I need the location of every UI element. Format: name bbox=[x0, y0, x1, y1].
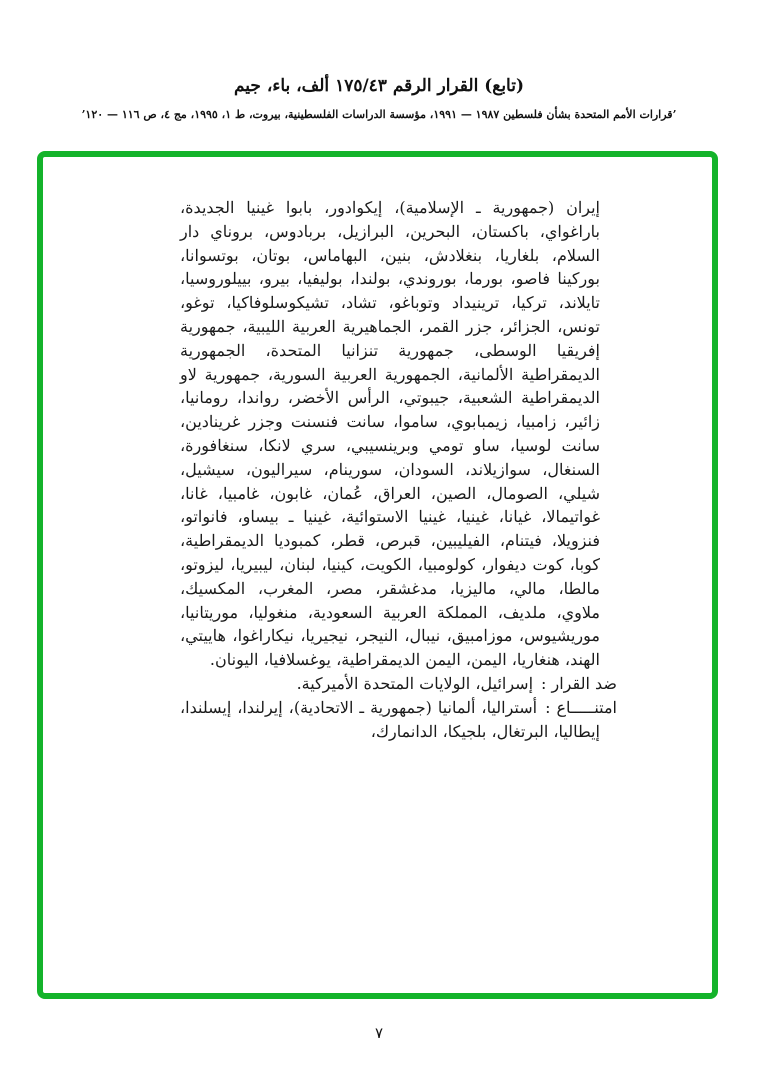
abstain-label: امتنـــــاع : bbox=[545, 697, 617, 717]
resolution-text-column bbox=[180, 196, 617, 743]
abstain-vote-block bbox=[180, 696, 617, 744]
in-favor-countries-paragraph: إيران (جمهورية ـ الإسلامية)، إيكوادور، بابوا غينيا الجديدة، باراغواي، باكستان، البحرين، البرازيل، بربادوس، بروناي دار السلام، بلغاريا، بنغلادش، بنين، البهاماس، بوتان، بوتسوانا، بوركينا فاصو، بورما، بوروندي، بولندا، بوليفيا، بيرو، بييلوروسيا، تايلاند، تركيا، ترينيداد وتوباغو، تشاد، تشيكوسلوفاكيا، توغو، تونس، الجزائر، جزر القمر، الجماهيرية العربية الليبية، جمهورية إفريقيا الوسطى، جمهورية تنزانيا المتحدة، الجمهورية الديمقراطية الألمانية، الجمهورية العربية السورية، جمهورية لاو الديمقراطية الشعبية، جيبوتي، الرأس الأخضر، رواندا، رومانيا، زائير، زامبيا، زيمبابوي، ساموا، سانت فنسنت وجزر غرينادين، سانت لوسيا، ساو تومي وبرينسيبي، سري لانكا، سنغافورة، السنغال، سوازيلاند، السودان، سورينام، سيراليون، سيشيل، شيلي، الصومال، الصين، العراق، عُمان، غابون، غامبيا، غانا، غواتيمالا، غيانا، غينيا، غينيا الاستوائية، غينيا ـ بيساو، فانواتو، فنزويلا، فيتنام، الفيليبين، قبرص، قطر، كمبوديا الديمقراطية، كوبا، كوت ديفوار، كولومبيا، الكويت، كينيا، لبنان، ليبيريا، ليزوتو، مالطا، مالي، ماليزيا، مدغشقر، مصر، المغرب، المكسيك، ملاوي، ملديف، المملكة العربية السعودية، منغوليا، موريتانيا، موريشيوس، موزامبيق، نيبال، النيجر، نيجيريا، نيكاراغوا، هاييتي، الهند، هنغاريا، اليمن، اليمن الديمقراطية، يوغسلافيا، اليونان. bbox=[180, 198, 600, 670]
document-title: (تابع) القرار الرقم ١٧٥/٤٣ ألف، باء، جيم bbox=[233, 76, 525, 96]
against-label: ضد القرار : bbox=[541, 673, 617, 693]
against-countries: إسرائيل، الولايات المتحدة الأميركية. bbox=[296, 673, 534, 693]
against-vote-line bbox=[180, 672, 617, 696]
document-citation: ’قرارات الأمم المتحدة بشأن فلسطين ١٩٨٧ — ١٩٩١، مؤسسة الدراسات الفلسطينية، بيروت، ط ١، ١٩٩٥، مج ٤، ص ١١٦ — ١٢٠’ bbox=[81, 108, 677, 121]
page-number: ٧ bbox=[374, 1024, 384, 1042]
abstain-countries: أستراليا، ألمانيا (جمهورية ـ الاتحادية)، إيرلندا، إيسلندا، إيطاليا، البرتغال، بلجيكا، الدانمارك، bbox=[180, 697, 600, 741]
